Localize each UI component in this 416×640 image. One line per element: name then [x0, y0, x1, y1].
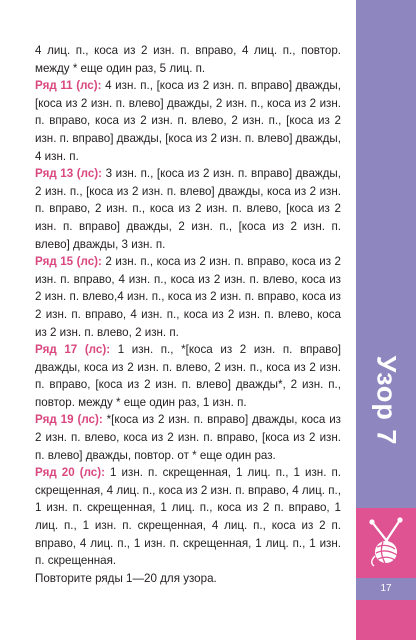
row-20-paragraph	[35, 464, 341, 570]
outro-paragraph: Повторите ряды 1—20 для узора.	[35, 571, 217, 585]
section-title: Узор 7	[371, 355, 402, 445]
row-17-paragraph	[35, 341, 341, 411]
row-label: Ряд 17 (лс):	[35, 343, 111, 357]
row-label: Ряд 15 (лс):	[35, 255, 102, 269]
row-13-paragraph	[35, 165, 341, 253]
row-label: Ряд 20 (лс):	[35, 466, 105, 480]
row-text: 2 изн. п., коса из 2 изн. п. вправо, коса из 2 изн. п. вправо, 4 изн. п., коса из 2 изн. п. влево, коса из 2 изн. п. влево,4 изн. п., коса из 2 изн. п. вправо, коса из 2 изн. п. вправо, 4 изн. п., коса из 2 изн. п. влево, коса из 2 изн. п. влево, 2 изн. п.	[35, 255, 342, 339]
page-body-text	[35, 42, 341, 587]
page-number: 17	[380, 583, 392, 594]
intro-paragraph: 4 лиц. п., коса из 2 изн. п. вправо, 4 лиц. п., повтор. между * еще один раз, 5 лиц. п.	[35, 44, 341, 75]
section-title-wrap	[356, 300, 416, 500]
row-19-paragraph	[35, 411, 341, 464]
yarn-ball-knitting-needles-icon	[364, 516, 408, 568]
row-text: 3 изн. п., [коса из 2 изн. п. вправо] дважды, 2 изн. п., [коса из 2 изн. п. влево] дважды, коса из 2 изн. п. вправо, 2 изн. п., коса из 2 изн. п. влево, [коса из 2 изн. п. вправо] дважды, 2 изн. п., [коса из 2 изн. п. влево] дважды, 3 изн. п.	[35, 167, 341, 251]
row-label: Ряд 11 (лс):	[35, 79, 102, 93]
row-text: *[коса из 2 изн. п. вправо] дважды, коса из 2 изн. п. влево, коса из 2 изн. п. вправо, [коса из 2 изн. п. влево] дважды, повтор. от * еще один раз.	[35, 413, 341, 462]
row-label: Ряд 19 (лс):	[35, 413, 103, 427]
row-text: 4 изн. п., [коса из 2 изн. п. вправо] дважды, [коса из 2 изн. п. влево] дважды, 2 изн. п., коса из 2 изн. п. вправо, коса из 2 изн. п. влево, 2 изн. п., [коса из 2 изн. п. вправо] дважды, [коса из 2 изн. п. влево] дважды, 4 изн. п.	[35, 79, 341, 163]
row-15-paragraph	[35, 253, 341, 341]
row-label: Ряд 13 (лс):	[35, 167, 102, 181]
row-11-paragraph	[35, 77, 341, 165]
row-text: 1 изн. п. скрещенная, 1 лиц. п., 1 изн. п. скрещенная, 4 лиц. п., коса из 2 изн. п. вправо, 4 лиц. п., 1 изн. п. скрещенная, 1 лиц. п., коса из 2 п. вправо, 1 лиц. п., 1 изн. п. скрещенная, 4 лиц. п., коса из 2 п. вправо, 4 лиц. п., 1 изн. п. скрещенная, 1 лиц. п., 1 изн. п. скрещенная.	[35, 466, 341, 568]
sidebar-bottom-band	[356, 600, 416, 640]
sidebar	[356, 0, 416, 640]
row-text: 1 изн. п., *[коса из 2 изн. п. вправо] дважды, коса из 2 изн. п. влево, 2 изн. п., коса из 2 изн. п. вправо, [коса из 2 изн. п. влево] дважды*, 2 изн. п., повтор. между * еще один раз, 1 изн. п.	[35, 343, 341, 409]
